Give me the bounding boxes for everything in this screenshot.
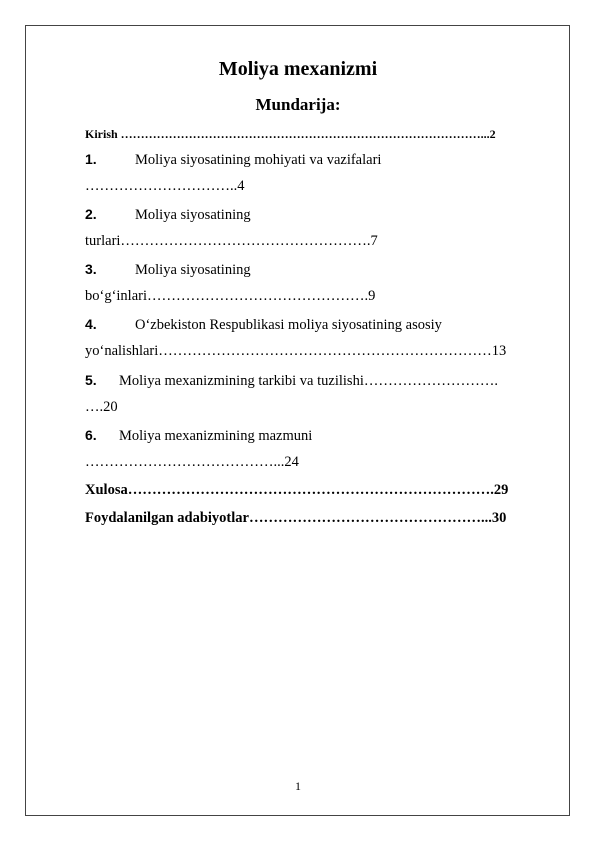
toc-entry-number: 3.	[85, 261, 97, 277]
toc-entry-1	[85, 151, 381, 169]
page-number: 1	[295, 779, 301, 793]
toc-entry-title: O‘zbekiston Respublikasi moliya siyosatining asosiy	[135, 317, 442, 333]
toc-entry-3-leader: bo‘g‘inlari……………………………………….9	[85, 288, 376, 304]
toc-entry-number: 2.	[85, 206, 97, 222]
toc-entry-title: Moliya siyosatining	[135, 262, 251, 278]
toc-entry-5-leader: ….20	[85, 399, 118, 415]
toc-entry-6-leader: …………………………………...24	[85, 454, 299, 470]
toc-heading: Mundarija:	[255, 95, 341, 114]
toc-entry-2-leader: turlari…………………………………………….7	[85, 233, 378, 249]
toc-entry-number: 5.	[85, 372, 97, 388]
toc-entry-kirish: Kirish ………………………………………………………………………………...2	[85, 127, 496, 141]
toc-entry-2	[85, 206, 251, 224]
toc-entry-xulosa: Xulosa………………………………………………………………….29	[85, 482, 509, 498]
page-border	[25, 25, 570, 816]
toc-entry-3	[85, 261, 251, 279]
toc-entry-4	[85, 316, 442, 334]
toc-entry-title: Moliya siyosatining	[135, 207, 251, 223]
toc-entry-title: Moliya mexanizmining tarkibi va tuzilishi……………………….	[119, 373, 498, 389]
toc-entry-title: Moliya mexanizmining mazmuni	[119, 428, 313, 444]
toc-entry-1-leader: …………………………..4	[85, 178, 245, 194]
toc-entry-title: Moliya siyosatining mohiyati va vazifalari	[135, 152, 382, 168]
toc-entry-6	[85, 427, 312, 445]
toc-entry-adabiyotlar: Foydalanilgan adabiyotlar…………………………………………...30	[85, 510, 507, 526]
page-title: Moliya mexanizmi	[218, 58, 378, 80]
toc-entry-5	[85, 372, 498, 390]
toc-entry-number: 4.	[85, 316, 97, 332]
toc-entry-number: 6.	[85, 427, 97, 443]
toc-entry-number: 1.	[85, 151, 97, 167]
toc-entry-4-leader: yo‘nalishlari……………………………………………………………13	[85, 343, 507, 359]
